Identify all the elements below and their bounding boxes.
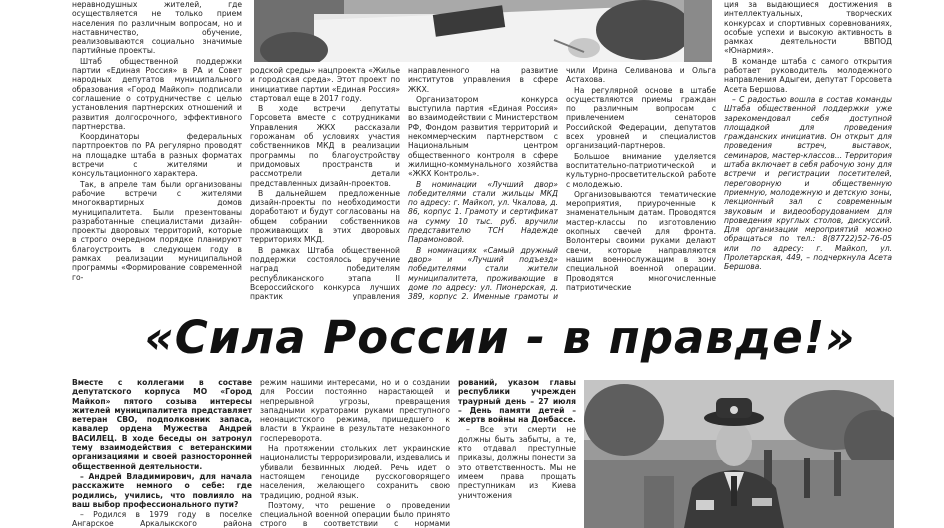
newspaper-page xyxy=(62,0,902,528)
paragraph: Организатором конкурса выступила партия «Единая Россия» во взаимодействии с Министерством РФ, Фондом развития территорий и некоммерческим партнерством с Национальным центром общественного контроля в сфере жилищно-коммунального хозяйства «ЖКХ Контроль». xyxy=(408,94,558,179)
paragraph: В команде штаба с самого открытия работает руководитель молодежного направления Адыгеи, депутат Горсовета Асета Бершова. xyxy=(724,56,892,94)
paragraph: В номинации «Лучший двор» победителями стали жильцы МКД по адресу: г. Майкоп, ул. Чкалова, д. 86, корпус 1. Грамоту и сертификат на сумму 10 тыс. руб. вручили представителю ТСН Надежде Парамоновой. xyxy=(408,179,558,245)
headline: «Сила России - в правде!» xyxy=(144,311,856,364)
paragraph: ция за выдающиеся достижения в интеллектуальных, творческих конкурсах и спортивных соревнованиях, особые успехи и высокую активность в рамках деятельности ВВПОД «Юнармия». xyxy=(724,0,892,56)
paragraph: Поэтому, что решение о проведении специальной военной операции было принято строго в соответствии с нормами xyxy=(260,500,450,528)
paragraph: Координаторы федеральных партпроектов по РА регулярно проводят на площадке штаба в разных форматах встречи с жителями и консультационного характера. xyxy=(72,132,242,179)
paragraph: неравнодушных жителей, где осуществляется не только прием населения по различным вопросам, но и наставничество, обучение, реализовываются социально значимые партийные проекты. xyxy=(72,0,242,56)
lead-paragraph: Вместе с коллегами в составе депутатского корпуса МО «Город Майкоп» пятого созыва интересы жителей муниципалитета представляет ветеран СВО, подполковник запаса, кавалер ордена Мужества Андрей ВАСИЛЕЦ. В ходе беседы он затронул тему взаимодействия с ветеранскими организациями и своей разносторонней общественной деятельности. xyxy=(72,378,252,471)
top-column-4 xyxy=(566,66,716,300)
paragraph: родской среды» нацпроекта «Жилье и городская среда». Этот проект по инициативе партии «Единая Россия» стартовал еще в 2017 году. xyxy=(250,66,400,103)
paragraph: Штаб общественной поддержки партии «Единая Россия» в РА и Совет народных депутатов муниципального образования «Город Майкоп» подписали соглашение о сотрудничестве с целью установления партнерских отношений и развития долгосрочного, эффективного партнерства. xyxy=(72,56,242,131)
paragraph: На протяжении стольких лет украинские националисты терроризировали, издевались и убивали безвинных людей. Речь идет о настоящем геноциде русскоговорящего населения, желающего сохранить свою традицию, родной язык. xyxy=(260,444,450,500)
bottom-column-3 xyxy=(458,378,576,528)
paragraph: В дальнейшем предложенные дизайн-проекты по необходимости доработают и будут согласованы на общем собрании собственников проживающих в этих дворовых территориях МКД. xyxy=(250,188,400,245)
paragraph: Большое внимание уделяется воспитательно-патриотической и культурно-просветительской работе с молодежью. xyxy=(566,151,716,189)
paragraph: В номинациях «Самый дружный двор» и «Лучший подъезд» победителями стали жители муниципалитета, проживающие в доме по адресу: ул. Пионерская, д. 389, корпус 2. Именные грамоты и xyxy=(408,245,558,300)
top-column-1 xyxy=(72,0,242,300)
paragraph: – Все эти смерти не должны быть забыты, а те, кто отдавал преступные приказы, должны понести за это ответственность. Мы не имеем права прощать преступникам из Киева уничтожения xyxy=(458,425,576,500)
bottom-column-1 xyxy=(72,378,252,528)
signing-photo xyxy=(254,0,712,62)
officer-photo xyxy=(584,380,894,528)
paragraph: направленного на развитие институтов управления в сфере ЖКХ. xyxy=(408,66,558,94)
top-column-2 xyxy=(250,66,400,300)
paragraph: В рамках Штаба общественной поддержки состоялось вручение наград победителям республиканского этапа II Всероссийского конкурса лучших практик управления xyxy=(250,245,400,300)
paragraph: чили Ирина Селиванова и Ольга Астахова. xyxy=(566,66,716,85)
paragraph: рований, указом главы республики учрежден траурный день – 27 июля – День памяти детей – жертв войны на Донбассе. xyxy=(458,378,576,425)
top-column-5 xyxy=(724,0,892,300)
question: – Андрей Владимирович, для начала расскажите немного о себе: где родились, учились, что повлияло на ваш выбор профессионального пути? xyxy=(72,471,252,509)
paragraph: – Родился в 1979 году в поселке Ангарское Аркалыкского района xyxy=(72,510,252,528)
paragraph: Так, в апреле там были организованы рабочие встречи с жителями многоквартирных домов муниципалитета. Были презентованы разработанные специалистами дизайн-проекты дворовых территорий, которые в строго очередном порядке планируют благоустроить в следующем году в рамках реализации муниципальной программы «Формирование современной го- xyxy=(72,179,242,282)
top-column-3 xyxy=(408,66,558,300)
paragraph: На регулярной основе в штабе осуществляются приемы граждан по различным вопросам с привлечением сенаторов Российской Федерации, депутатов всех уровней и специалистов организаций-партнеров. xyxy=(566,85,716,151)
paragraph: Организовываются тематические мероприятия, приуроченные к знаменательным датам. Проводятся мастер-классы по изготовлению окопных свечей для фронта. Волонтеры своими руками делают свечи, которые направляются нашим военнослужащим в зону специальной военной операции. Проводятся многочисленные патриотические xyxy=(566,189,716,292)
bottom-column-2 xyxy=(260,378,450,528)
quote: – С радостью вошла в состав команды Штаба общественной поддержки уже зарекомендовал себя доступной площадкой для проведения гражданских инициатив. Он открыт для проведения встреч, выставок, семинаров, мастер-классов... Территория штаба включает в себя рабочую зону для встречи и регистрации посетителей, переговорную и общественную приемную, молодежную и детскую зоны, лекционный зал с современным звуковым и видеооборудованием для проведения круглых столов, дискуссий. Для организации мероприятий можно обращаться по тел.: 8(87722)52-76-05 или по адресу: г. Майкоп, ул. Пролетарская, 449, – подчеркнула Асета Бершова. xyxy=(724,94,892,272)
paragraph: режим нашими интересами, но и о создании для России постоянно нарастающей и непрерывной угрозы, превращения западными кураторами руками преступного неонацистского режима, пришедшего к власти в Украине в результате незаконного госпереворота. xyxy=(260,378,450,443)
paragraph: В ходе встречи депутаты Горсовета вместе с сотрудниками Управления ЖКХ рассказали горожанам об условиях участия собственников МКД в реализации программы по благоустройству придомовых пространств и рассмотрели детали представленных дизайн-проектов. xyxy=(250,104,400,188)
